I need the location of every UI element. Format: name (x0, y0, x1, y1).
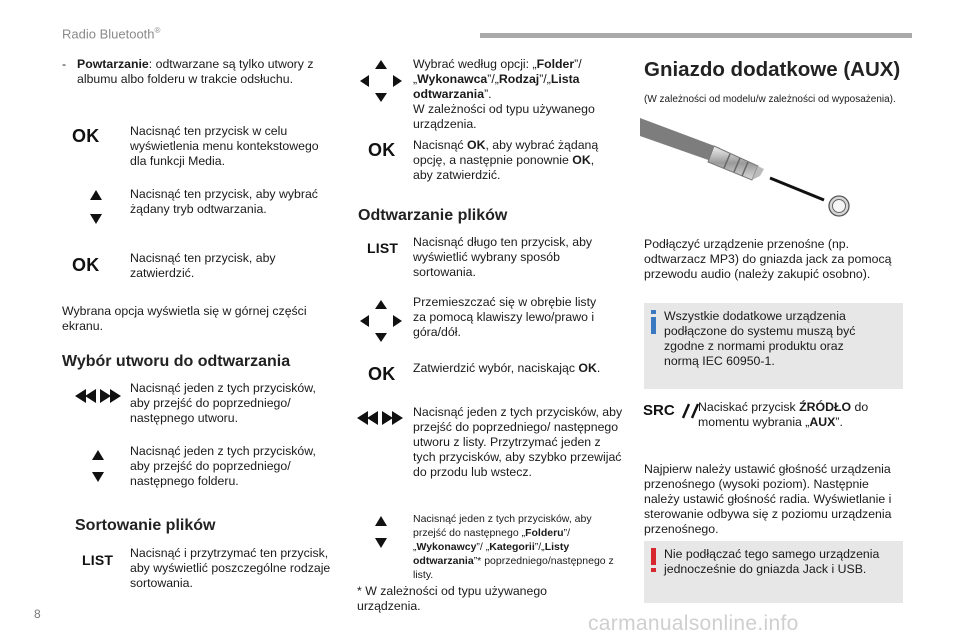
wybor-folder: Nacisnąć jeden z tych przycisków, aby przejść do poprzedniego/ następnego folderu. (130, 444, 316, 488)
aux-subtitle: (W zależności od modelu/w zależności od wyposażenia). (644, 94, 896, 105)
aux-jack-plug-icon (640, 110, 860, 220)
aux-connect-text: Podłączyć urządzenie przenośne (np. odtwarzacz MP3) do gniazda jack za pomocą przewodu audio (należy zakupić osobno). (644, 237, 892, 281)
warning-note-text: Nie podłączać tego samego urządzenia jednocześnie do gniazda Jack i USB. (664, 547, 880, 576)
list-button-icon: LIST (367, 240, 399, 256)
src-text: Naciskać przycisk ŹRÓDŁO do momentu wybrania „AUX”. (698, 400, 869, 429)
list-button-icon: LIST (82, 552, 114, 568)
volume-text: Najpierw należy ustawić głośność urządzenia przenośnego (wysoki poziom). Następnie należy ustawić głośność radia. Wyświetlanie i sterowanie odbywa się z poziomu urządzenia przenośnego. (644, 462, 892, 536)
ok-button-icon: OK (368, 140, 396, 160)
option-select-text: Wybrać według opcji: „Folder”/ „Wykonawca”/„Rodzaj”/„Lista odtwarzania”. W zależności od typu używanego urządzenia. (413, 57, 595, 131)
four-way-arrows-icon (358, 58, 404, 104)
zatwierdz-text: Zatwierdzić wybór, naciskając OK. (413, 361, 601, 375)
wybor-track: Nacisnąć jeden z tych przycisków, aby przejść do poprzedniego/ następnego utworu. (130, 381, 316, 425)
warning-note (644, 541, 903, 603)
confirm-option-text: Nacisnąć OK, aby wybrać żądaną opcję, a następnie ponownie OK, aby zatwierdzić. (413, 138, 599, 182)
ok-button-icon: OK (72, 126, 100, 146)
heading-wybor: Wybór utworu do odtwarzania (62, 353, 291, 370)
step-context-menu: Nacisnąć ten przycisk w celu wyświetlenia menu kontekstowego dla funkcji Media. (130, 124, 319, 168)
heading-sort: Sortowanie plików (75, 517, 216, 534)
up-down-arrows-icon (88, 188, 104, 226)
heading-odtwarzanie: Odtwarzanie plików (358, 207, 508, 224)
four-way-arrows-icon (358, 298, 404, 344)
sort-text: Nacisnąć i przytrzymać ten przycisk, aby wyświetlić poszczególne rodzaje sortowania. (130, 546, 331, 590)
header-bar (480, 33, 912, 38)
info-note-text: Wszystkie dodatkowe urządzenia podłączone do systemu muszą być zgodne z normami produktu oraz normą IEC 60950-1. (664, 309, 856, 368)
src-button-icon: SRC (643, 402, 701, 419)
heading-aux: Gniazdo dodatkowe (AUX) (644, 58, 901, 81)
powtarzanie-text: - Powtarzanie: odtwarzane są tylko utwory z albumu albo folderu w trakcie odsłuchu. (62, 57, 314, 86)
ok-button-icon: OK (72, 255, 100, 275)
info-note (644, 303, 903, 389)
header-title: Radio Bluetooth® (62, 26, 161, 42)
info-icon (650, 310, 658, 334)
step-play-mode: Nacisnąć ten przycisk, aby wybrać żądany tryb odtwarzania. (130, 187, 318, 216)
warning-icon (650, 548, 658, 572)
info-text: Wybrana opcja wyświetla się w górnej części ekranu. (62, 304, 307, 333)
watermark: carmanualsonline.info (588, 612, 799, 635)
prev-next-arrows-icon (74, 388, 122, 404)
odtw-folder-text: Nacisnąć jeden z tych przycisków, aby przejść do następnego „Folderu”/„Wykonawcy”/ „Kategorii”/„Listy odtwarzania”* poprzedniego/następnego z listy. (413, 513, 614, 581)
odtw-sort-text: Nacisnąć długo ten przycisk, aby wyświetlić wybrany sposób sortowania. (413, 235, 593, 279)
up-down-arrows-icon (373, 514, 389, 550)
ok-button-icon: OK (368, 364, 396, 384)
step-confirm: Nacisnąć ten przycisk, aby zatwierdzić. (130, 251, 276, 280)
footnote: * W zależności od typu używanego urządzenia. (357, 584, 548, 613)
odtw-track-text: Nacisnąć jeden z tych przycisków, aby przejść do poprzedniego/ następnego utworu z listy. Przytrzymać jeden z tych przycisków, aby szybko przewijać do przodu lub wstecz. (413, 405, 623, 479)
odtw-navigate-text: Przemieszczać się w obrębie listy za pomocą klawiszy lewo/prawo i góra/dół. (413, 295, 597, 339)
up-down-arrows-icon (90, 448, 106, 484)
prev-next-arrows-icon (356, 410, 404, 426)
page-number: 8 (34, 607, 41, 621)
